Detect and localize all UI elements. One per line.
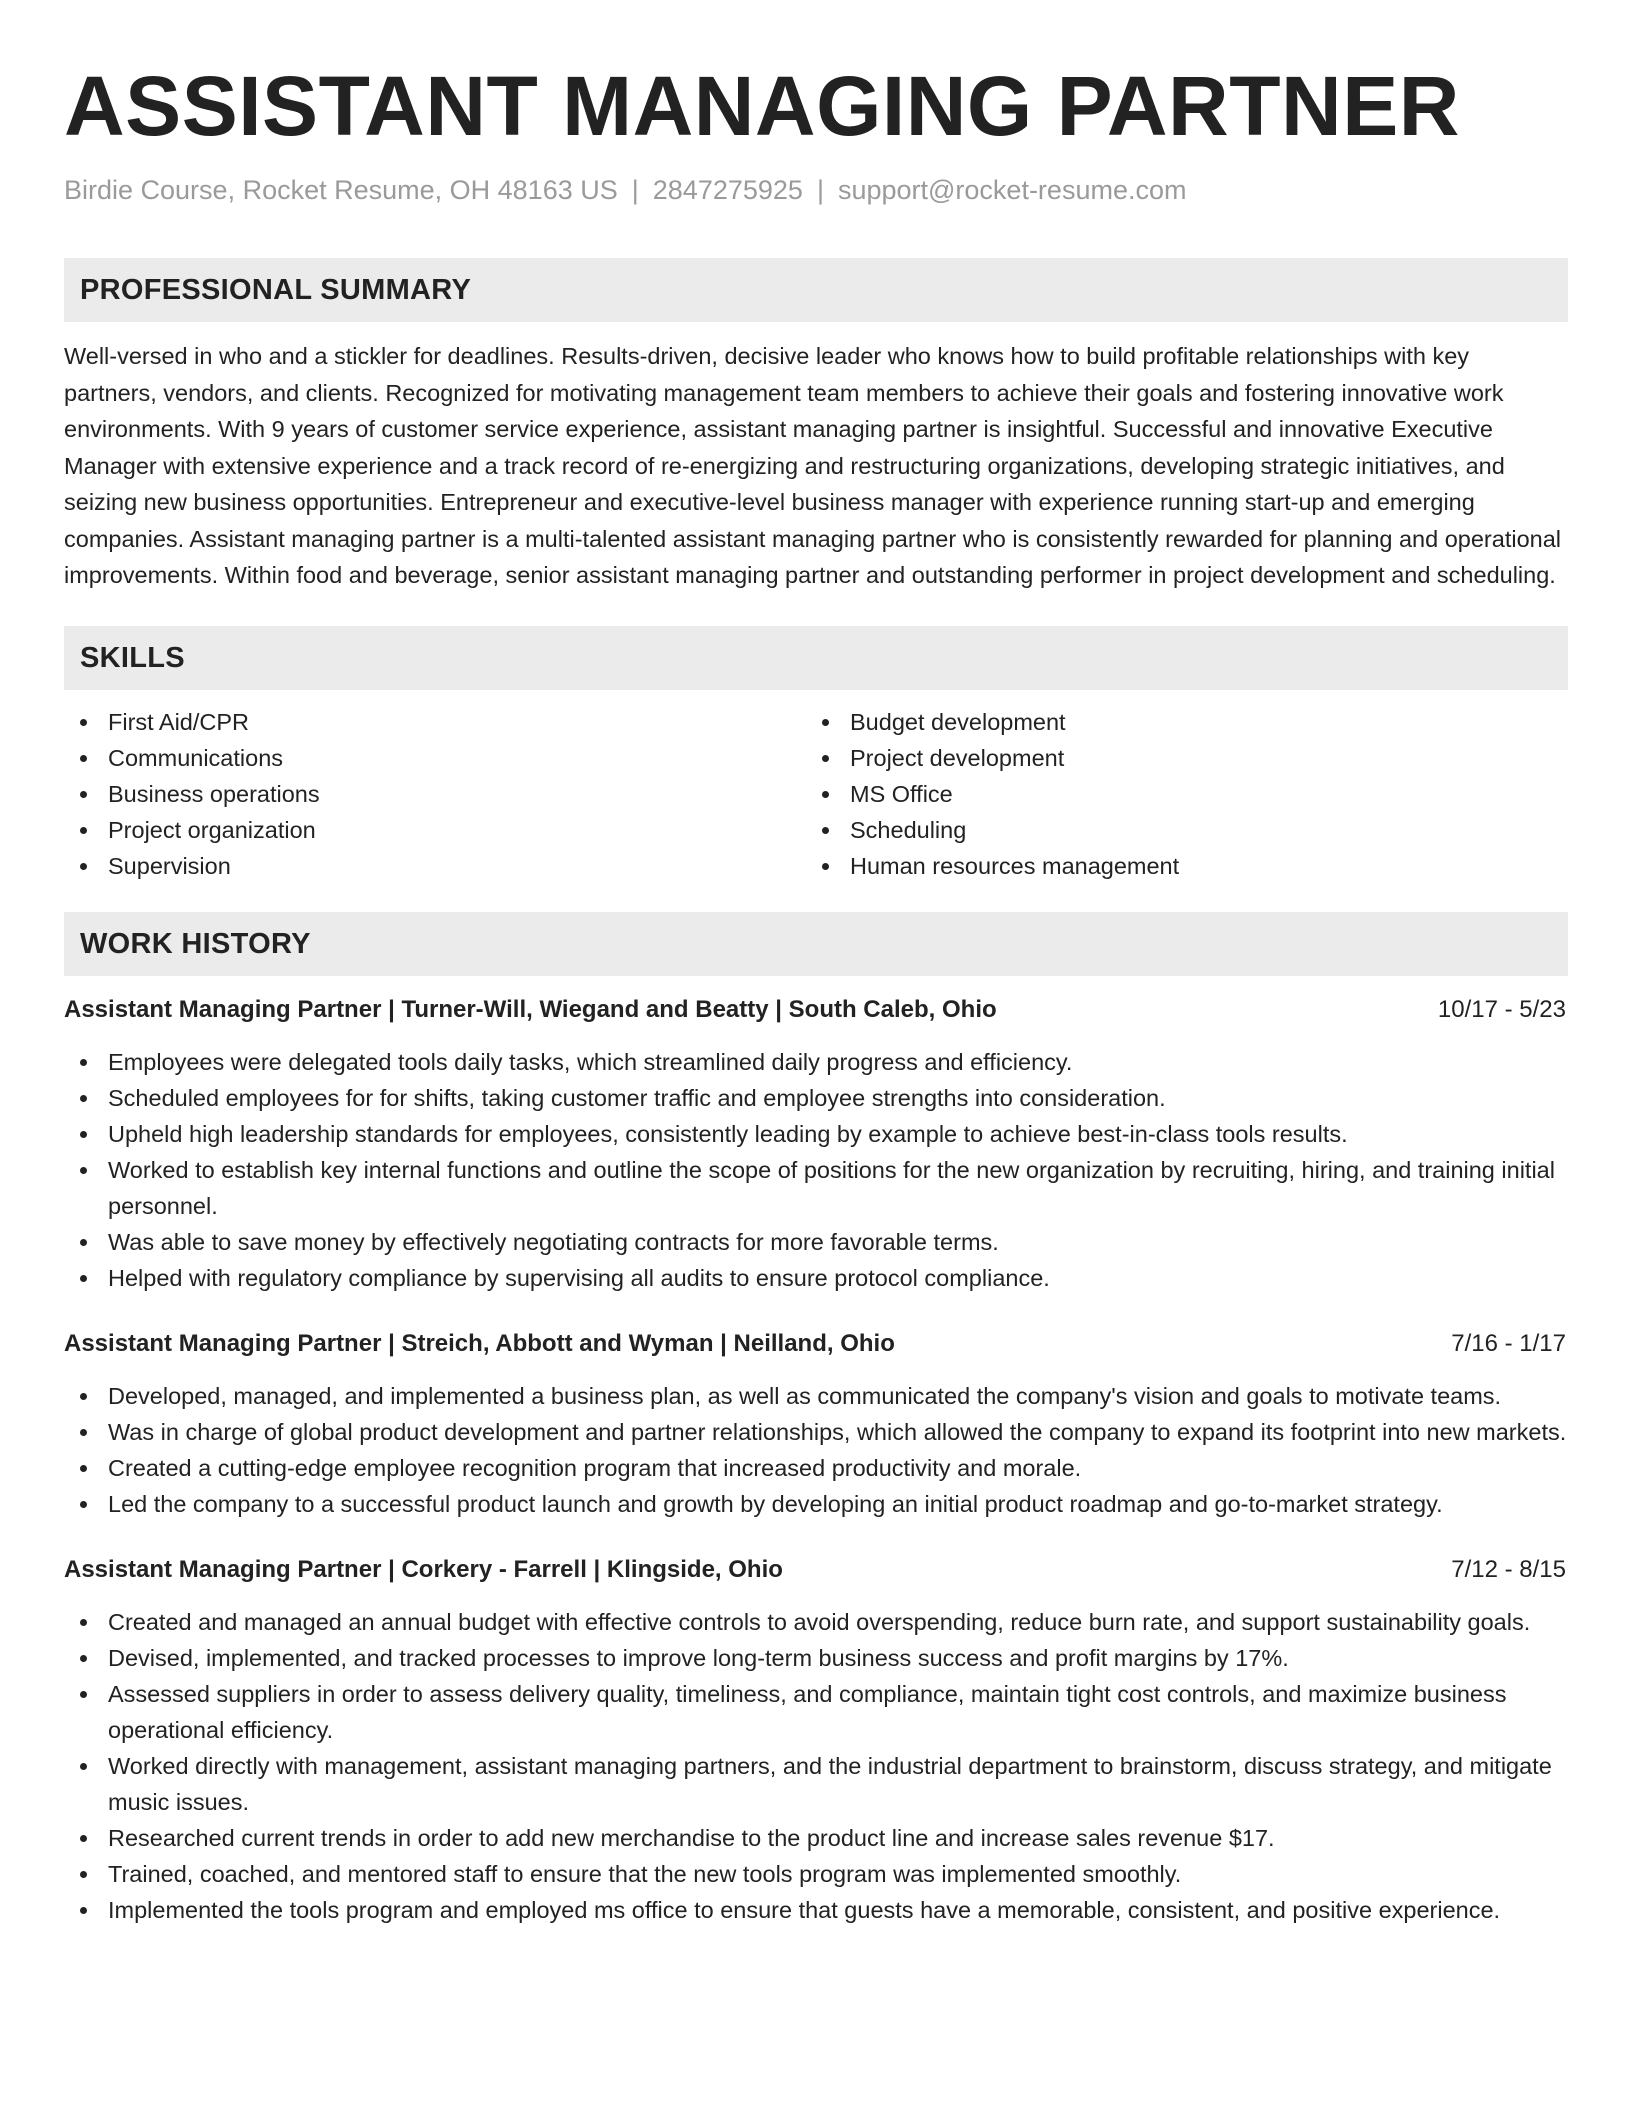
- skills-column-left: [64, 704, 806, 884]
- skills-column-right: [806, 704, 1548, 884]
- skill-item: Project organization: [64, 812, 806, 848]
- job-bullet: Created and managed an annual budget with effective controls to avoid overspending, reduce burn rate, and support sustainability goals.: [64, 1604, 1568, 1640]
- job-entry: [64, 1552, 1568, 1928]
- skill-item: Human resources management: [806, 848, 1548, 884]
- job-dates: 7/16 - 1/17: [1451, 1329, 1566, 1357]
- candidate-name: ASSISTANT MANAGING PARTNER: [64, 59, 1460, 153]
- job-bullet: Trained, coached, and mentored staff to ensure that the new tools program was implemented smoothly.: [64, 1856, 1568, 1892]
- job-bullets: [64, 1378, 1568, 1522]
- job-bullets: [64, 1604, 1568, 1928]
- job-dates: 10/17 - 5/23: [1437, 995, 1566, 1023]
- job-bullet: Researched current trends in order to add new merchandise to the product line and increase sales revenue $17.: [64, 1820, 1568, 1856]
- skill-item: Project development: [806, 740, 1548, 776]
- job-entry: [64, 992, 1568, 1296]
- skill-item: Scheduling: [806, 812, 1548, 848]
- skills-list: [64, 704, 1568, 884]
- job-bullet: Was in charge of global product development and partner relationships, which allowed the company to expand its footprint into new markets.: [64, 1414, 1568, 1450]
- job-title: Assistant Managing Partner | Turner-Will, Wiegand and Beatty | South Caleb, Ohio: [64, 995, 997, 1023]
- job-entry: [64, 1326, 1568, 1522]
- contact-separator: |: [816, 175, 824, 205]
- job-bullet: Assessed suppliers in order to assess delivery quality, timeliness, and compliance, maintain tight cost controls, and maximize business operational efficiency.: [64, 1676, 1568, 1748]
- job-bullet: Worked to establish key internal functions and outline the scope of positions for the new organization by recruiting, hiring, and training initial personnel.: [64, 1152, 1568, 1224]
- job-bullet: Employees were delegated tools daily tasks, which streamlined daily progress and efficiency.: [64, 1044, 1568, 1080]
- job-title: Assistant Managing Partner | Corkery - Farrell | Klingside, Ohio: [64, 1555, 783, 1583]
- contact-phone: 2847275925: [652, 175, 803, 205]
- skill-item: First Aid/CPR: [64, 704, 806, 740]
- skill-item: Communications: [64, 740, 806, 776]
- job-bullet: Developed, managed, and implemented a business plan, as well as communicated the company's vision and goals to motivate teams.: [64, 1378, 1568, 1414]
- job-header: [64, 1552, 1568, 1588]
- job-bullet: Upheld high leadership standards for employees, consistently leading by example to achieve best-in-class tools results.: [64, 1116, 1568, 1152]
- job-bullet: Scheduled employees for for shifts, taking customer traffic and employee strengths into consideration.: [64, 1080, 1568, 1116]
- job-bullet: Led the company to a successful product launch and growth by developing an initial product roadmap and go-to-market strategy.: [64, 1486, 1568, 1522]
- section-heading-summary: PROFESSIONAL SUMMARY: [64, 258, 1568, 322]
- section-heading-skills: SKILLS: [64, 626, 1568, 690]
- job-bullet: Was able to save money by effectively negotiating contracts for more favorable terms.: [64, 1224, 1568, 1260]
- job-header: [64, 1326, 1568, 1362]
- job-bullet: Devised, implemented, and tracked processes to improve long-term business success and profit margins by 17%.: [64, 1640, 1568, 1676]
- contact-line: [64, 172, 1568, 208]
- skill-item: Business operations: [64, 776, 806, 812]
- contact-address: Birdie Course, Rocket Resume, OH 48163 US: [64, 175, 618, 205]
- job-bullets: [64, 1044, 1568, 1296]
- skill-item: MS Office: [806, 776, 1548, 812]
- job-title: Assistant Managing Partner | Streich, Abbott and Wyman | Neilland, Ohio: [64, 1329, 895, 1357]
- job-bullet: Worked directly with management, assistant managing partners, and the industrial department to brainstorm, discuss strategy, and mitigate music issues.: [64, 1748, 1568, 1820]
- contact-separator: |: [631, 175, 639, 205]
- skill-item: Supervision: [64, 848, 806, 884]
- section-heading-work-history: WORK HISTORY: [64, 912, 1568, 976]
- job-bullet: Created a cutting-edge employee recognition program that increased productivity and morale.: [64, 1450, 1568, 1486]
- job-bullet: Helped with regulatory compliance by supervising all audits to ensure protocol compliance.: [64, 1260, 1568, 1296]
- resume-page: [64, 0, 1568, 1928]
- contact-email: support@rocket-resume.com: [837, 175, 1187, 205]
- summary-paragraph: Well-versed in who and a stickler for deadlines. Results-driven, decisive leader who knows how to build profitable relationships with key partners, vendors, and clients. Recognized for motivating management team members to achieve their goals and fostering innovative work environments. With 9 years of customer service experience, assistant managing partner is insightful. Successful and innovative Executive Manager with extensive experience and a track record of re-energizing and restructuring organizations, developing strategic initiatives, and seizing new business opportunities. Entrepreneur and executive-level business manager with experience running start-up and emerging companies. Assistant managing partner is a multi-talented assistant managing partner who is consistently rewarded for planning and operational improvements. Within food and beverage, senior assistant managing partner and outstanding performer in project development and scheduling.: [64, 343, 1562, 588]
- job-dates: 7/12 - 8/15: [1451, 1555, 1566, 1583]
- job-bullet: Implemented the tools program and employed ms office to ensure that guests have a memorable, consistent, and positive experience.: [64, 1892, 1568, 1928]
- skill-item: Budget development: [806, 704, 1548, 740]
- job-header: [64, 992, 1568, 1028]
